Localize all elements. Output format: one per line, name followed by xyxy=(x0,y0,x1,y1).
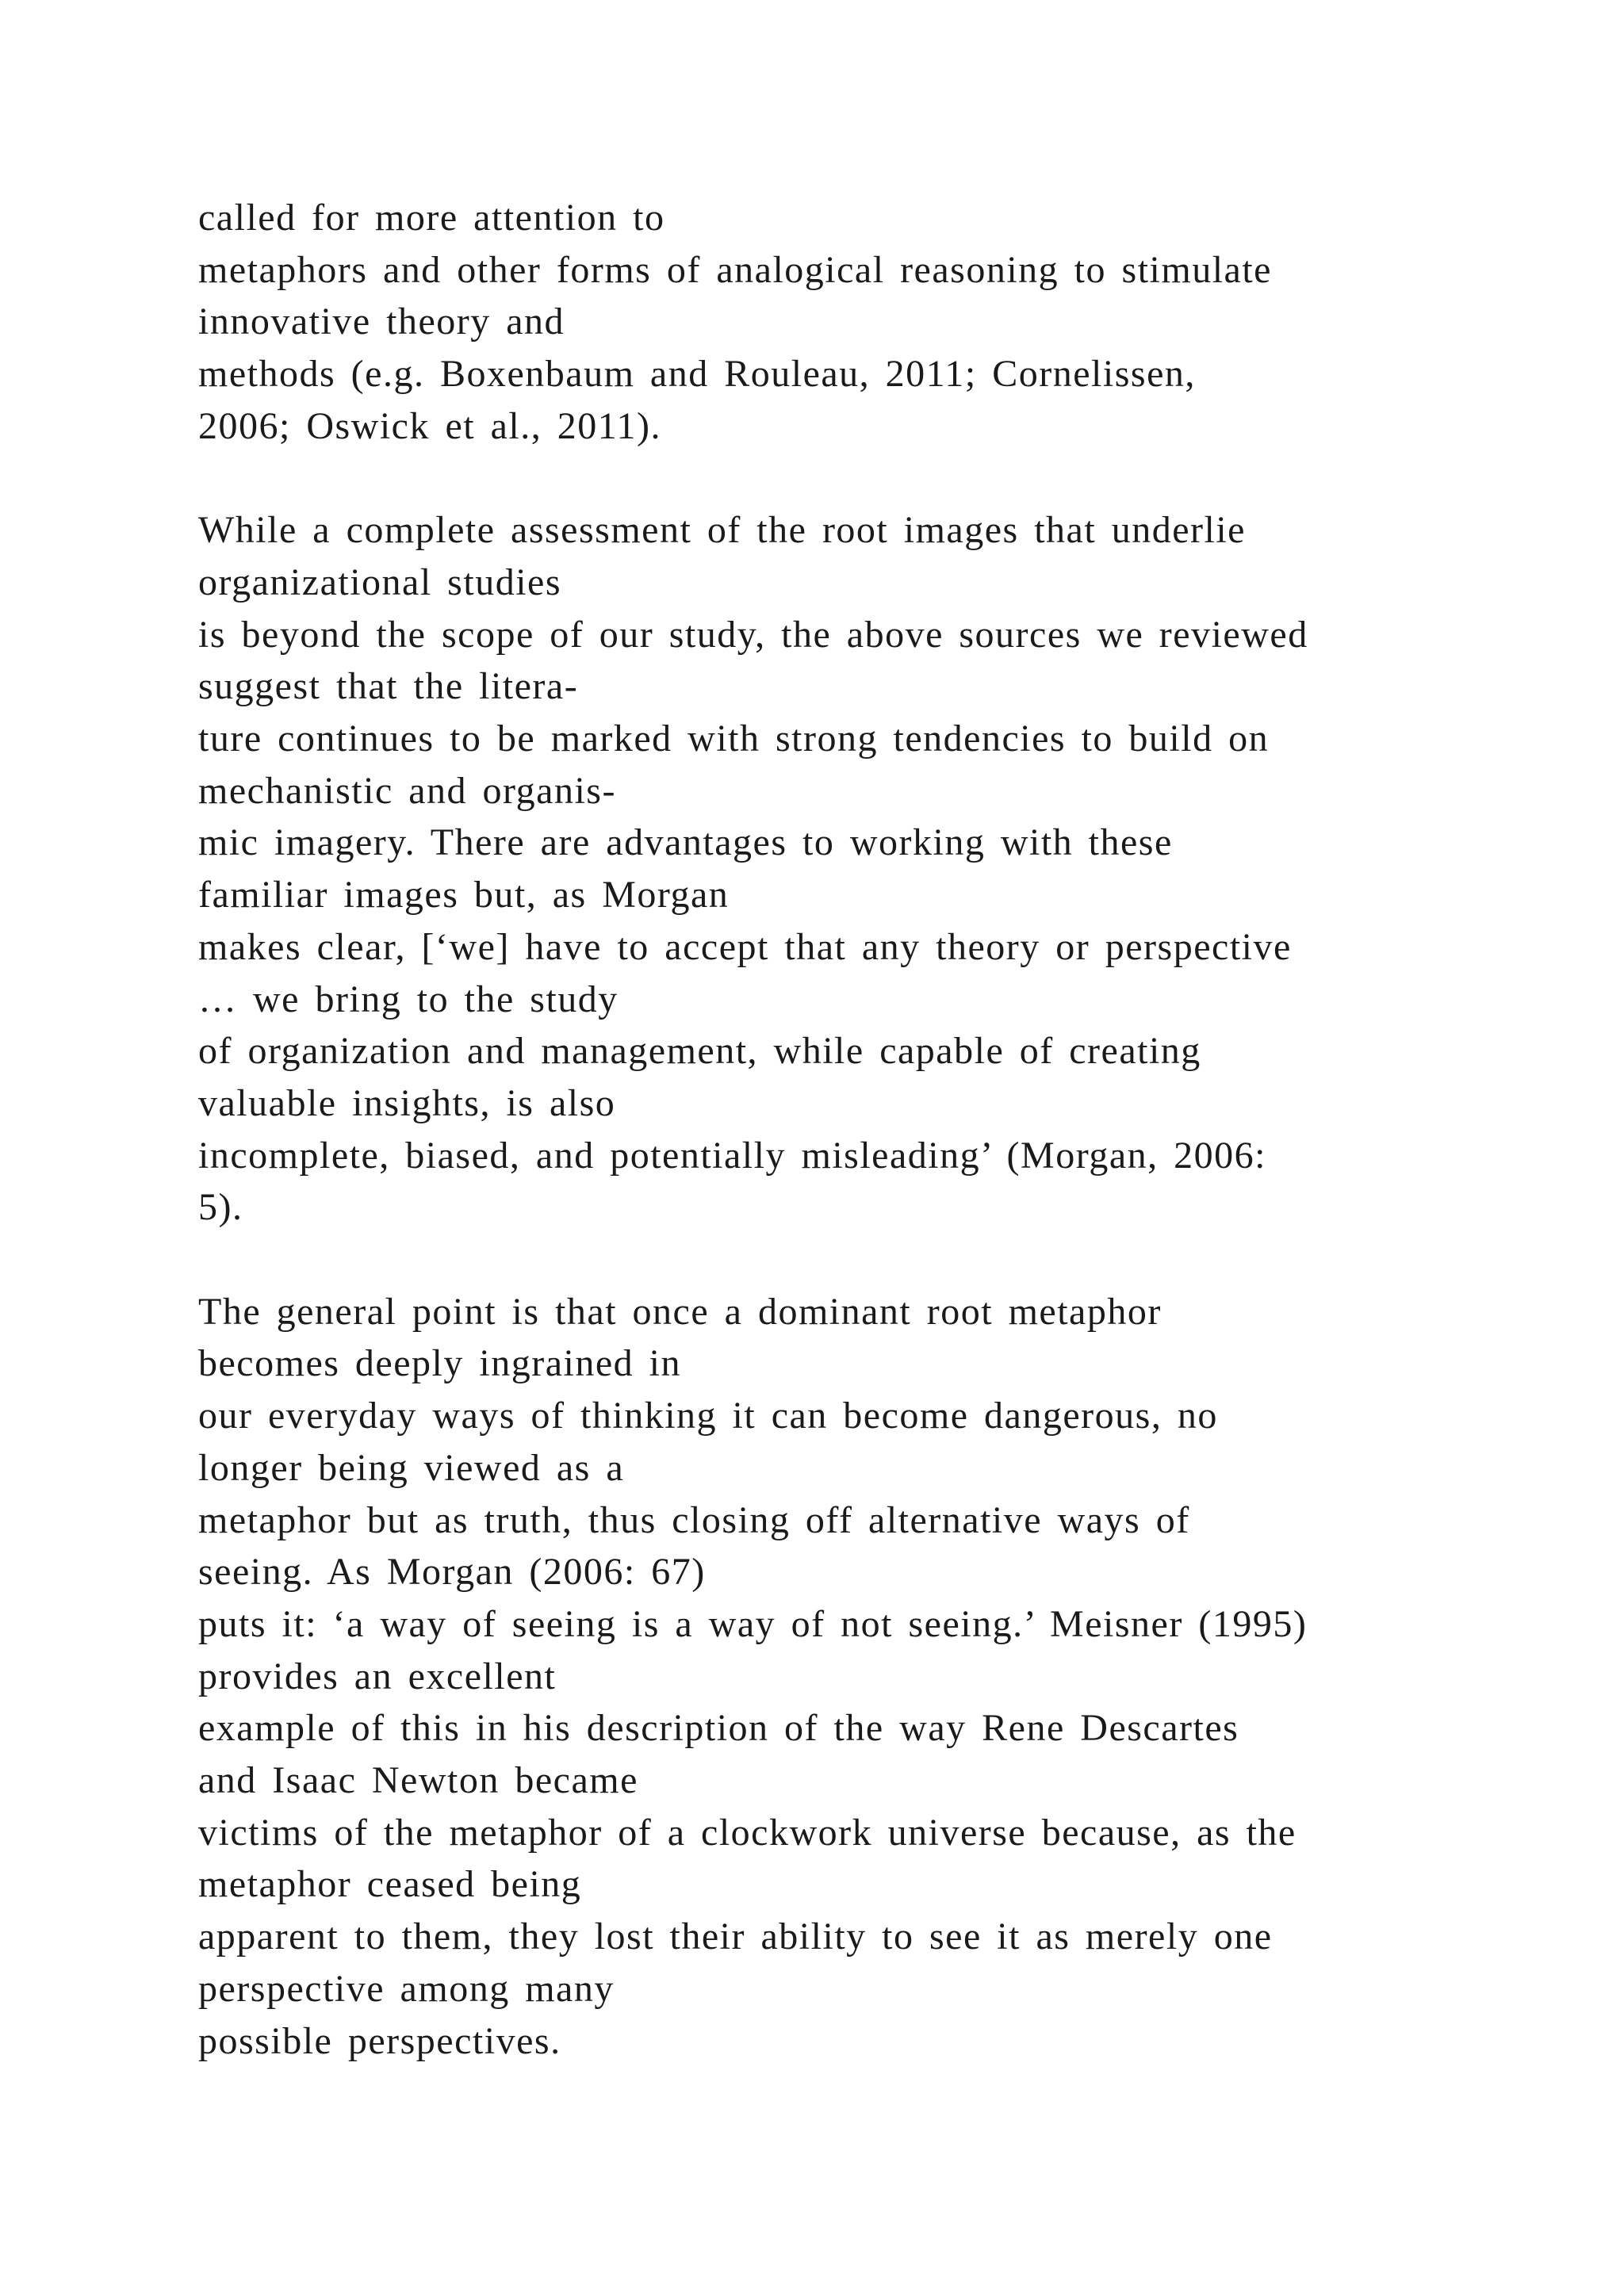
text-line: and Isaac Newton became xyxy=(198,1759,638,1802)
text-line: of organization and management, while capable of creating xyxy=(198,1030,1201,1073)
text-line: apparent to them, they lost their ability to see it as merely one xyxy=(198,1915,1273,1958)
text-line: seeing. As Morgan (2006: 67) xyxy=(198,1551,706,1594)
paragraph-gap xyxy=(198,453,1546,505)
text-line: called for more attention to xyxy=(198,197,665,239)
text-line: our everyday ways of thinking it can become dangerous, no xyxy=(198,1395,1218,1437)
text-line: organizational studies xyxy=(198,561,562,603)
text-line: victims of the metaphor of a clockwork universe because, as the xyxy=(198,1811,1297,1854)
document-body xyxy=(198,192,1546,2067)
text-line: puts it: ‘a way of seeing is a way of not seeing.’ Meisner (1995) xyxy=(198,1602,1308,1645)
text-line: innovative theory and xyxy=(198,300,565,343)
paragraph-gap xyxy=(198,1234,1546,1286)
text-line: 5). xyxy=(198,1186,243,1229)
text-line: is beyond the scope of our study, the above sources we reviewed xyxy=(198,613,1308,656)
paragraph-1 xyxy=(198,192,1546,453)
text-line: While a complete assessment of the root images that underlie xyxy=(198,509,1246,552)
text-line: familiar images but, as Morgan xyxy=(198,874,730,916)
text-line: … we bring to the study xyxy=(198,978,619,1020)
text-line: metaphor ceased being xyxy=(198,1863,582,1906)
text-line: possible perspectives. xyxy=(198,2019,561,2062)
text-line: metaphors and other forms of analogical reasoning to stimulate xyxy=(198,248,1272,291)
text-line: metaphor but as truth, thus closing off alternative ways of xyxy=(198,1498,1190,1541)
text-line: provides an excellent xyxy=(198,1655,557,1697)
text-line: The general point is that once a dominant root metaphor xyxy=(198,1290,1162,1333)
text-line: mic imagery. There are advantages to working with these xyxy=(198,821,1173,864)
text-line: makes clear, [‘we] have to accept that any theory or perspective xyxy=(198,925,1292,968)
text-line: longer being viewed as a xyxy=(198,1446,625,1489)
text-line: ture continues to be marked with strong tendencies to build on xyxy=(198,718,1270,760)
text-line: example of this in his description of the way Rene Descartes xyxy=(198,1707,1239,1750)
text-line: becomes deeply ingrained in xyxy=(198,1342,681,1385)
paragraph-2 xyxy=(198,504,1546,1234)
text-line: valuable insights, is also xyxy=(198,1081,616,1124)
text-line: perspective among many xyxy=(198,1967,615,2010)
text-line: 2006; Oswick et al., 2011). xyxy=(198,404,661,447)
text-line: methods (e.g. Boxenbaum and Rouleau, 2011; Cornelissen, xyxy=(198,353,1196,396)
text-line: incomplete, biased, and potentially misleading’ (Morgan, 2006: xyxy=(198,1134,1266,1177)
text-line: suggest that the litera- xyxy=(198,665,579,708)
text-line: mechanistic and organis- xyxy=(198,769,616,812)
paragraph-3 xyxy=(198,1286,1546,2068)
